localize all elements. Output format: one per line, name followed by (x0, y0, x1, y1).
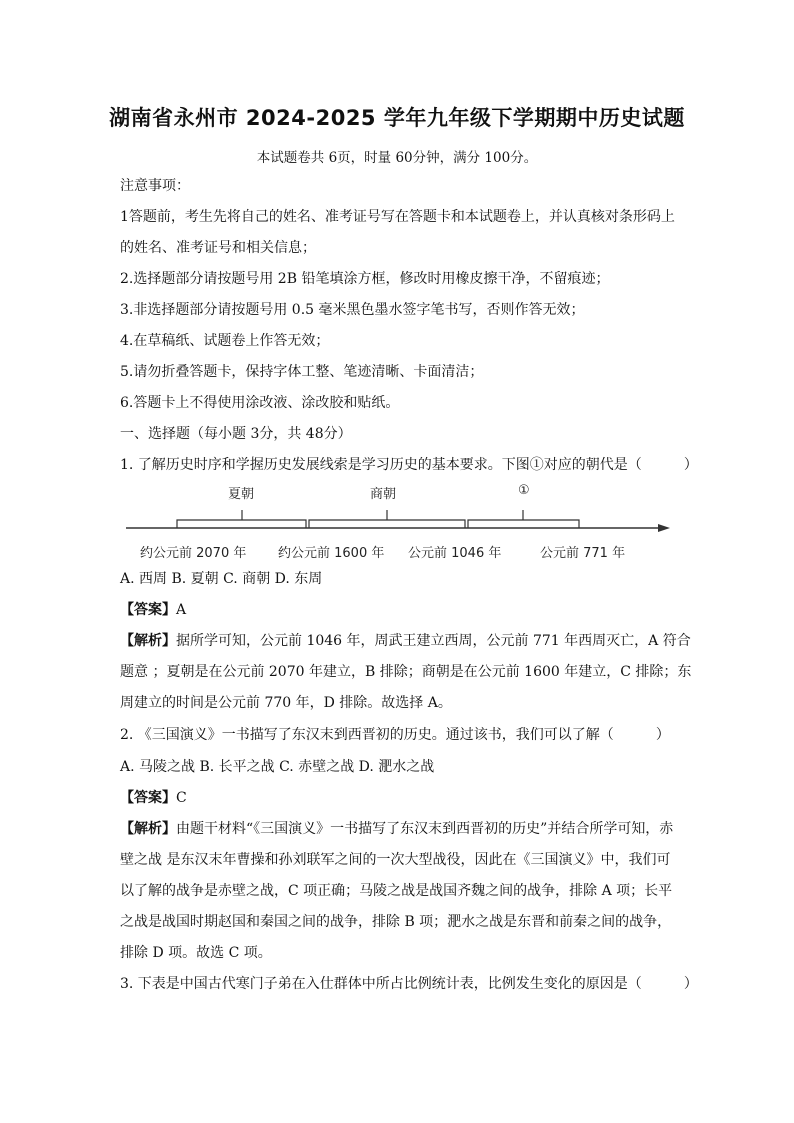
question-2-stem (120, 725, 670, 745)
timeline-date-1600: 约公元前 1600 年 (278, 546, 385, 561)
analysis-text: 据所学可知，公元前 1046 年，周武王建立西周，公元前 771 年西周灭亡，A 符合 (176, 633, 691, 649)
notice-item: 3.非选择题部分请按题号用 0.5 毫米黑色墨水签字笔书写，否则作答无效； (120, 302, 585, 318)
analysis-text: 题意 ；夏朝是在公元前 2070 年建立，B 排除；商朝是在公元前 1600 年建立，C 排除；东 (120, 664, 692, 680)
timeline-label-shang: 商朝 (370, 487, 397, 502)
notice-heading: 注意事项： (120, 178, 190, 194)
question-stem-paren: ） (683, 976, 698, 992)
analysis-text: 排除 D 项。故选 C 项。 (120, 945, 272, 961)
bracket-period-1 (468, 520, 579, 528)
bracket-shang (309, 520, 465, 528)
answer-value: A (176, 602, 187, 618)
notice-item: 6.答题卡上不得使用涂改液、涂改胶和贴纸。 (120, 395, 400, 411)
analysis-label: 【解析】 (120, 633, 176, 649)
question-2-answer (120, 788, 187, 808)
notice-item: 4.在草稿纸、试题卷上作答无效； (120, 333, 330, 349)
notice-item: 1答题前，考生先将自己的姓名、准考证号写在答题卡和本试题卷上，并认真核对条形码上 (120, 209, 675, 225)
timeline-label-circle-1: ① (518, 483, 530, 498)
notice-item: 2.选择题部分请按题号用 2B 铅笔填涂方框，修改时用橡皮擦干净，不留痕迹； (120, 271, 610, 287)
timeline-date-1046: 公元前 1046 年 (408, 546, 502, 561)
question-1-options: A. 西周 B. 夏朝 C. 商朝 D. 东周 (120, 571, 323, 587)
analysis-label: 【解析】 (120, 821, 176, 837)
answer-label: 【答案】 (120, 602, 176, 618)
question-1-answer (120, 600, 186, 620)
question-stem-text: 1. 了解历史时序和学握历史发展线索是学习历史的基本要求。下图①对应的朝代是（ (120, 457, 642, 473)
notice-item: 5.请勿折叠答题卡，保持字体工整、笔迹清晰、卡面清洁； (120, 364, 484, 380)
timeline-date-771: 公元前 771 年 (540, 546, 626, 561)
analysis-text: 由题干材料“《三国演义》一书描写了东汉末到西晋初的历史”并结合所学可知，赤 (176, 821, 674, 837)
notice-item: 的姓名、准考证号和相关信息； (120, 240, 316, 256)
question-3-stem (120, 974, 698, 994)
question-stem-text: 3. 下表是中国古代寒门子弟在入仕群体中所占比例统计表，比例发生变化的原因是（ (120, 976, 642, 992)
analysis-text: 周建立的时间是公元前 770 年，D 排除。故选择 A。 (120, 695, 452, 711)
timeline-label-xia: 夏朝 (228, 487, 255, 502)
section-heading: 一、选择题（每小题 3分，共 48分） (120, 426, 352, 442)
page-title: 湖南省永州市 2024-2025 学年九年级下学期期中历史试题 (109, 106, 685, 130)
timeline-date-2070: 约公元前 2070 年 (140, 546, 247, 561)
question-2-options: A. 马陵之战 B. 长平之战 C. 赤壁之战 D. 淝水之战 (120, 759, 435, 775)
question-2-analysis (120, 819, 673, 839)
question-stem-text: 2. 《三国演义》一书描写了东汉末到西晋初的历史。通过该书，我们可以了解（ (120, 727, 614, 743)
bracket-xia (177, 520, 306, 528)
timeline-arrowhead (658, 524, 670, 532)
question-stem-paren: ） (683, 457, 698, 473)
page-subtitle: 本试题卷共 6页，时量 60分钟，满分 100分。 (256, 150, 538, 166)
answer-label: 【答案】 (120, 790, 176, 806)
question-stem-paren: ） (655, 727, 670, 743)
timeline-figure (118, 480, 678, 570)
analysis-text: 以了解的战争是赤壁之战，C 项正确；马陵之战是战国齐魏之间的战争，排除 A 项；长平 (120, 883, 673, 899)
question-1-analysis (120, 631, 691, 651)
analysis-text: 壁之战 是东汉末年曹操和孙刘联军之间的一次大型战役，因此在《三国演义》中，我们可 (120, 852, 671, 868)
analysis-text: 之战是战国时期赵国和秦国之间的战争，排除 B 项；淝水之战是东晋和前秦之间的战争， (120, 914, 672, 930)
question-1-stem (120, 455, 698, 475)
answer-value: C (176, 790, 187, 806)
